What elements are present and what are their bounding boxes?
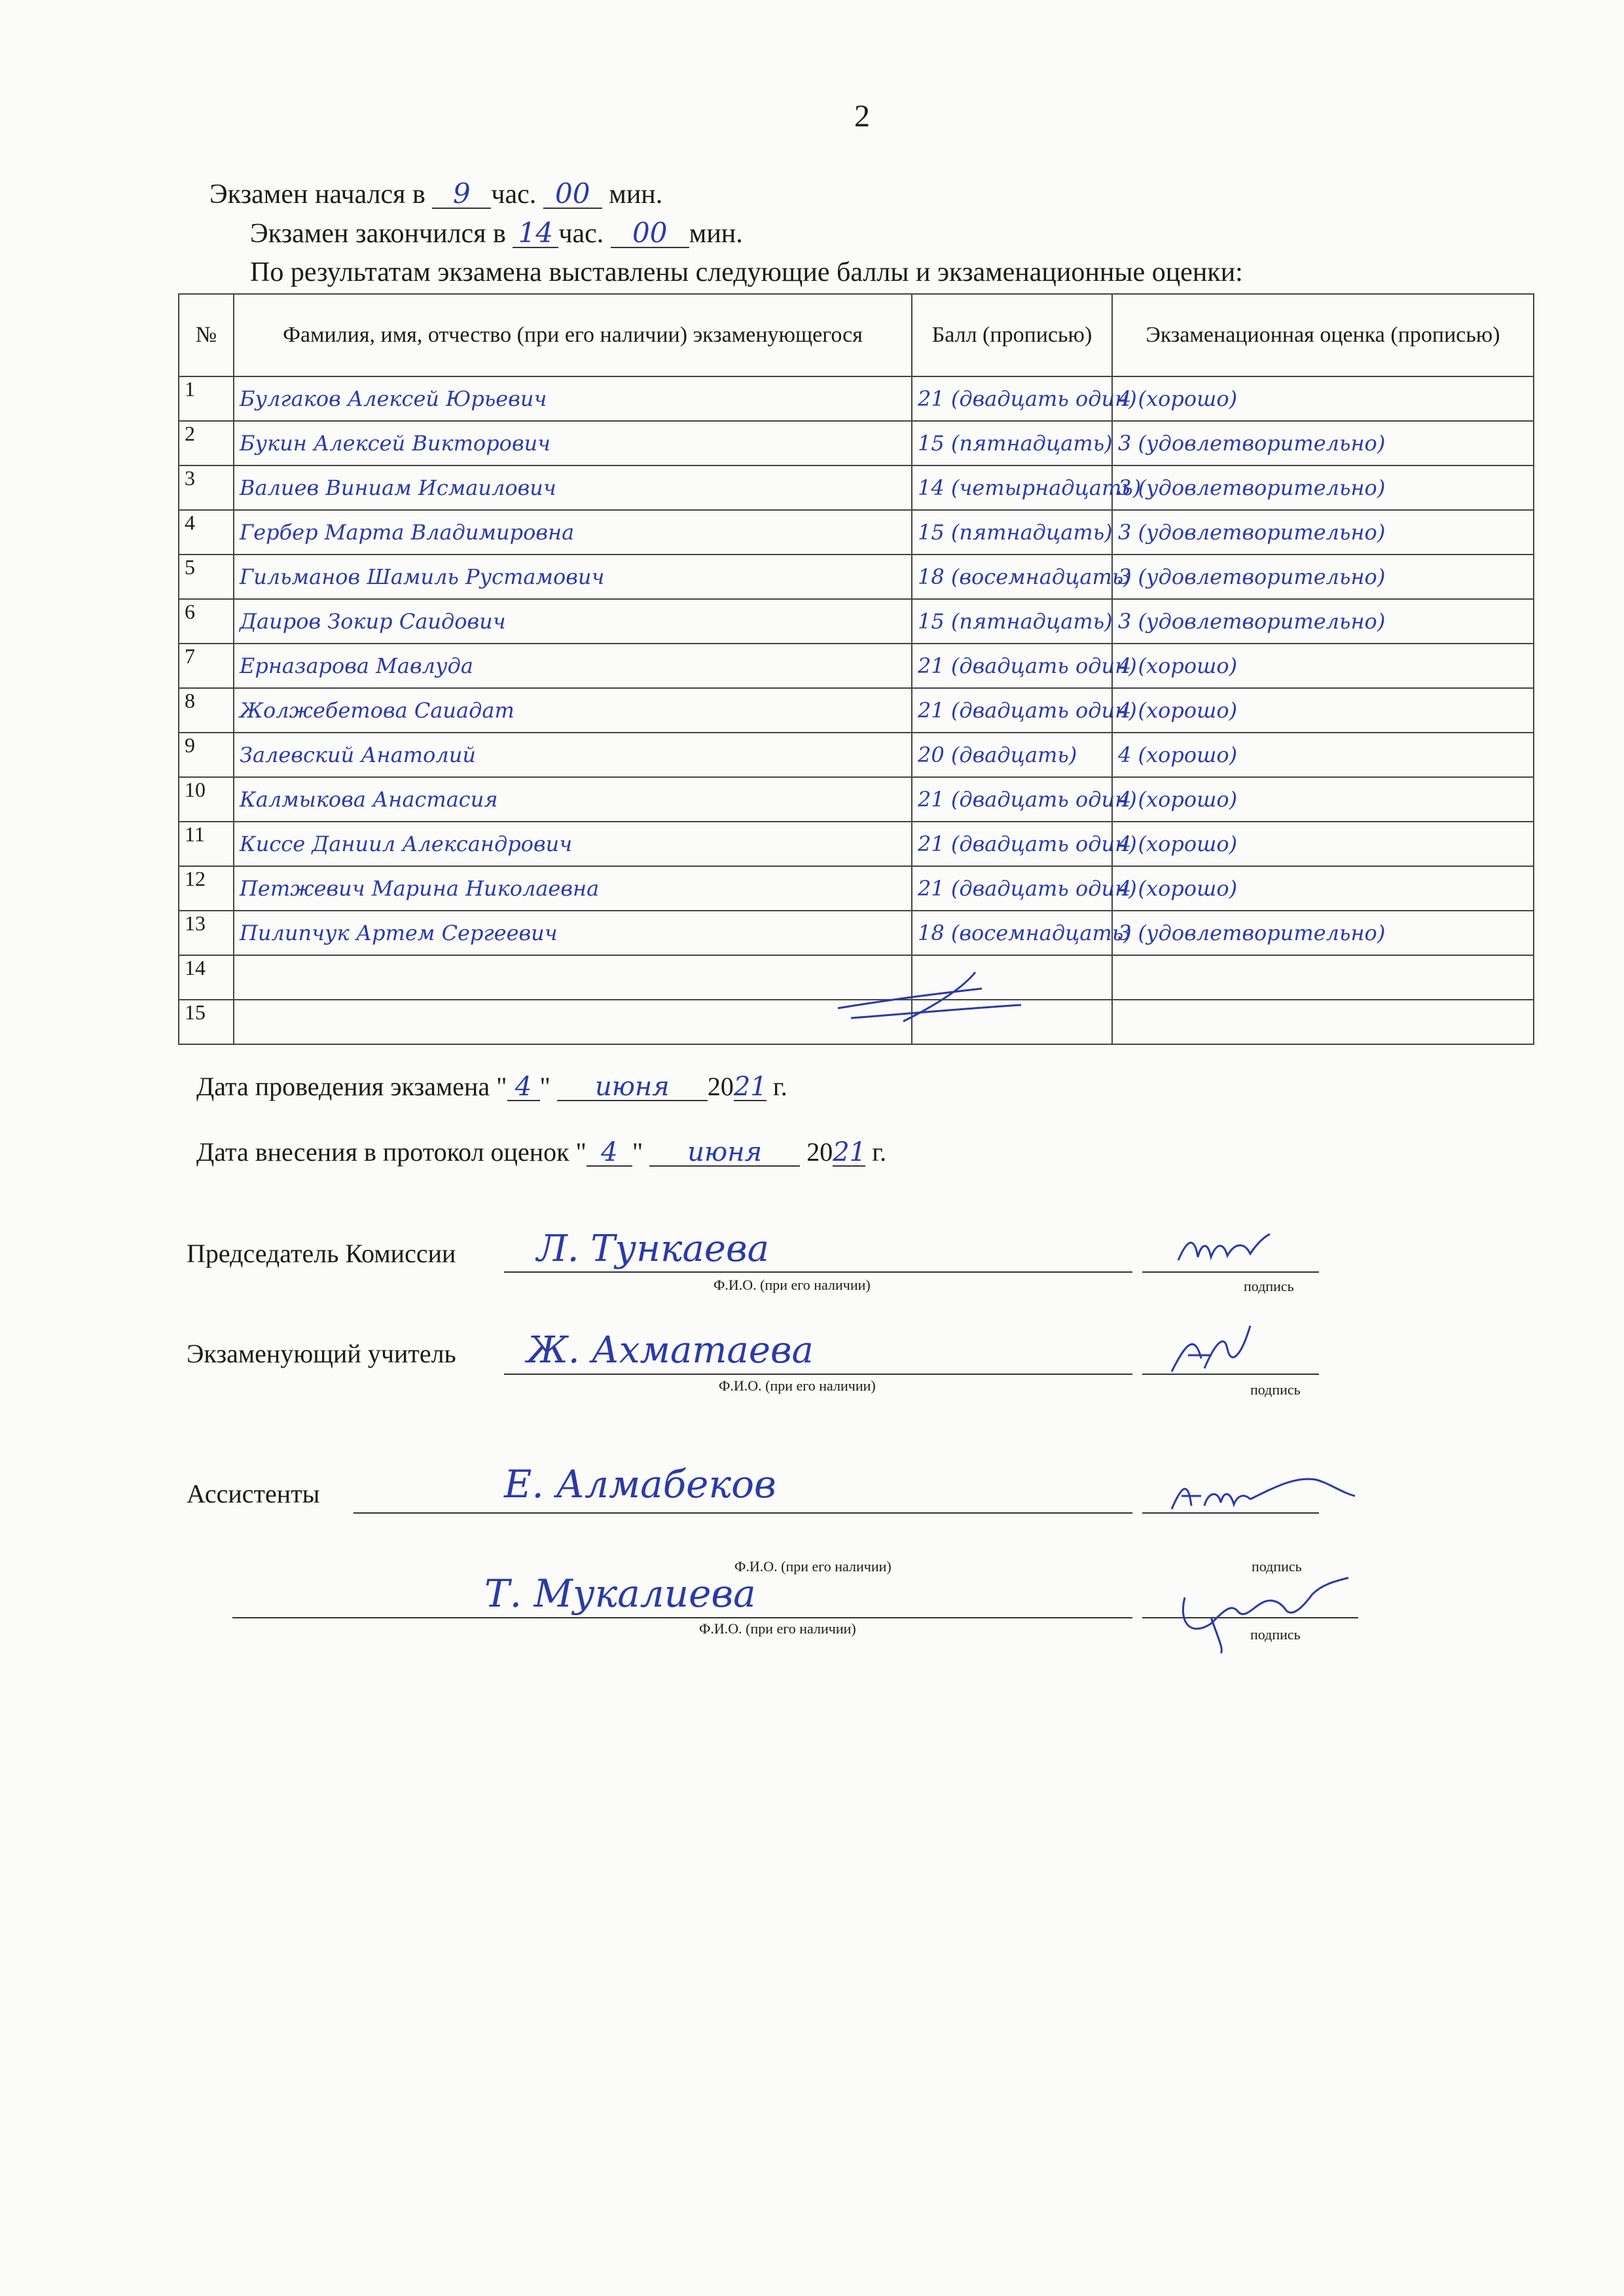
student-name: Ерназарова Мавлуда [234,644,912,688]
exam-end-minute: 00 [611,219,689,248]
protocol-date-line [196,1139,886,1167]
chair-sign-caption: подпись [1244,1278,1294,1294]
row-number: 3 [179,465,234,510]
exam-date-year-prefix: 20 [707,1072,734,1101]
assistant-2-fio-line [232,1617,1132,1618]
row-number: 13 [179,911,234,955]
student-name [234,955,912,1000]
exam-end-prefix: Экзамен закончился в [250,219,506,249]
results-table [178,293,1534,1045]
exam-start-minute-label: мин. [609,179,663,210]
table-row [179,376,1534,421]
exam-start-minute: 00 [543,180,602,209]
exam-end-minute-label: мин. [689,219,743,249]
exam-date-suffix: г. [772,1072,787,1101]
table-header-row [179,294,1534,376]
student-score: 18 (восемнадцать) [912,555,1112,599]
student-grade: 3 (удовлетворительно) [1112,465,1534,510]
table-row [179,510,1534,555]
row-number: 1 [179,376,234,421]
student-score: 15 (пятнадцать) [912,510,1112,555]
table-row [179,688,1534,733]
row-number: 2 [179,421,234,465]
exam-start-prefix: Экзамен начался в [209,179,425,210]
student-name: Жолжебетова Саиадат [234,688,912,733]
row-number: 12 [179,866,234,911]
chair-fio-line [504,1271,1132,1273]
table-row [179,777,1534,822]
exam-date-day: 4 [507,1074,540,1101]
student-grade: 4 (хорошо) [1112,777,1534,822]
student-name: Гильманов Шамиль Рустамович [234,555,912,599]
header-grade: Экзаменационная оценка (прописью) [1112,294,1534,376]
assistant-1-fio-line [353,1512,1132,1514]
table-row [179,421,1534,465]
header-name: Фамилия, имя, отчество (при его наличии) экзаменующегося [234,294,912,376]
protocol-date-year-prefix: 20 [806,1137,833,1167]
protocol-date-month: июня [649,1139,800,1167]
exam-start-hour: 9 [432,180,491,209]
row-number: 5 [179,555,234,599]
assistant-1-signature [1165,1467,1362,1519]
student-score: 15 (пятнадцать) [912,421,1112,465]
student-grade: 4 (хорошо) [1112,376,1534,421]
exam-date-prefix: Дата проведения экзамена " [196,1072,507,1101]
student-score: 20 (двадцать) [912,733,1112,777]
student-grade [1112,955,1534,1000]
assistant-1-name: Е. Алмабеков [504,1462,776,1506]
cancellation-strike [825,969,1034,1028]
page-number: 2 [854,99,870,134]
exam-end-line [250,219,743,248]
row-number: 4 [179,510,234,555]
exam-date-mid: " [539,1072,550,1101]
teacher-fio-line [504,1374,1132,1375]
student-grade: 3 (удовлетворительно) [1112,510,1534,555]
student-grade [1112,1000,1534,1044]
row-number: 6 [179,599,234,644]
student-grade: 4 (хорошо) [1112,822,1534,866]
student-grade: 4 (хорошо) [1112,644,1534,688]
student-name: Киссе Даниил Александрович [234,822,912,866]
assistant-2-name: Т. Мукалиева [484,1571,756,1616]
protocol-date-year: 21 [833,1137,867,1167]
table-row [179,599,1534,644]
student-grade: 3 (удовлетворительно) [1112,555,1534,599]
assistants-label: Ассистенты [187,1479,320,1508]
header-score: Балл (прописью) [912,294,1112,376]
chair-label: Председатель Комиссии [187,1239,456,1268]
table-row [179,644,1534,688]
student-name: Гербер Марта Владимировна [234,510,912,555]
table-row [179,911,1534,955]
student-name: Калмыкова Анастасия [234,777,912,822]
row-number: 15 [179,1000,234,1044]
teacher-sign-caption: подпись [1250,1381,1301,1398]
row-number: 10 [179,777,234,822]
assistant-2-sign-caption: подпись [1250,1626,1301,1643]
exam-start-hour-label: час. [491,179,537,210]
student-grade: 4 (хорошо) [1112,688,1534,733]
student-name: Пилипчук Артем Сергеевич [234,911,912,955]
assistant-2-fio-caption: Ф.И.О. (при его наличии) [699,1620,856,1637]
teacher-label: Экзаменующий учитель [187,1339,456,1368]
row-number: 9 [179,733,234,777]
row-number: 14 [179,955,234,1000]
student-grade: 4 (хорошо) [1112,733,1534,777]
table-row [179,465,1534,510]
student-name: Валиев Виниам Исмаилович [234,465,912,510]
exam-date-month: июня [557,1074,708,1101]
protocol-date-prefix: Дата внесения в протокол оценок " [196,1137,586,1167]
student-name [234,1000,912,1044]
exam-start-line [209,177,663,210]
assistant-1-sign-caption: подпись [1252,1558,1302,1575]
table-row [179,866,1534,911]
student-name: Булгаков Алексей Юрьевич [234,376,912,421]
student-score: 18 (восемнадцать) [912,911,1112,955]
student-grade: 3 (удовлетворительно) [1112,911,1534,955]
student-name: Даиров Зокир Саидович [234,599,912,644]
student-score: 15 (пятнадцать) [912,599,1112,644]
student-grade: 3 (удовлетворительно) [1112,599,1534,644]
row-number: 7 [179,644,234,688]
teacher-fio-caption: Ф.И.О. (при его наличии) [719,1377,876,1394]
teacher-name: Ж. Ахматаева [527,1329,814,1372]
exam-date-year: 21 [733,1072,767,1102]
student-grade: 3 (удовлетворительно) [1112,421,1534,465]
student-score: 21 (двадцать один) [912,644,1112,688]
chair-signature [1172,1224,1276,1277]
student-score: 14 (четырнадцать) [912,465,1112,510]
student-name: Залевский Анатолий [234,733,912,777]
table-row [179,822,1534,866]
exam-date-line [196,1074,787,1101]
protocol-date-suffix: г. [872,1137,887,1167]
chair-name: Л. Тункаева [537,1228,770,1270]
protocol-date-mid: " [632,1137,643,1167]
header-num: № [179,294,234,376]
student-score: 21 (двадцать один) [912,777,1112,822]
assistant-2-signature [1172,1571,1362,1656]
protocol-date-day: 4 [586,1139,632,1167]
exam-end-hour: 14 [513,219,558,248]
student-name: Букин Алексей Викторович [234,421,912,465]
row-number: 11 [179,822,234,866]
student-grade: 4 (хорошо) [1112,866,1534,911]
student-score: 21 (двадцать один) [912,688,1112,733]
exam-end-hour-label: час. [558,219,604,249]
assistant-1-fio-caption: Ф.И.О. (при его наличии) [734,1558,892,1575]
student-score: 21 (двадцать один) [912,376,1112,421]
table-row [179,555,1534,599]
row-number: 8 [179,688,234,733]
results-intro: По результатам экзамена выставлены следующие баллы и экзаменационные оценки: [250,257,1243,287]
student-score: 21 (двадцать один) [912,822,1112,866]
chair-fio-caption: Ф.И.О. (при его наличии) [713,1277,871,1293]
teacher-signature [1165,1319,1257,1378]
table-row [179,733,1534,777]
student-score: 21 (двадцать один) [912,866,1112,911]
student-name: Петжевич Марина Николаевна [234,866,912,911]
